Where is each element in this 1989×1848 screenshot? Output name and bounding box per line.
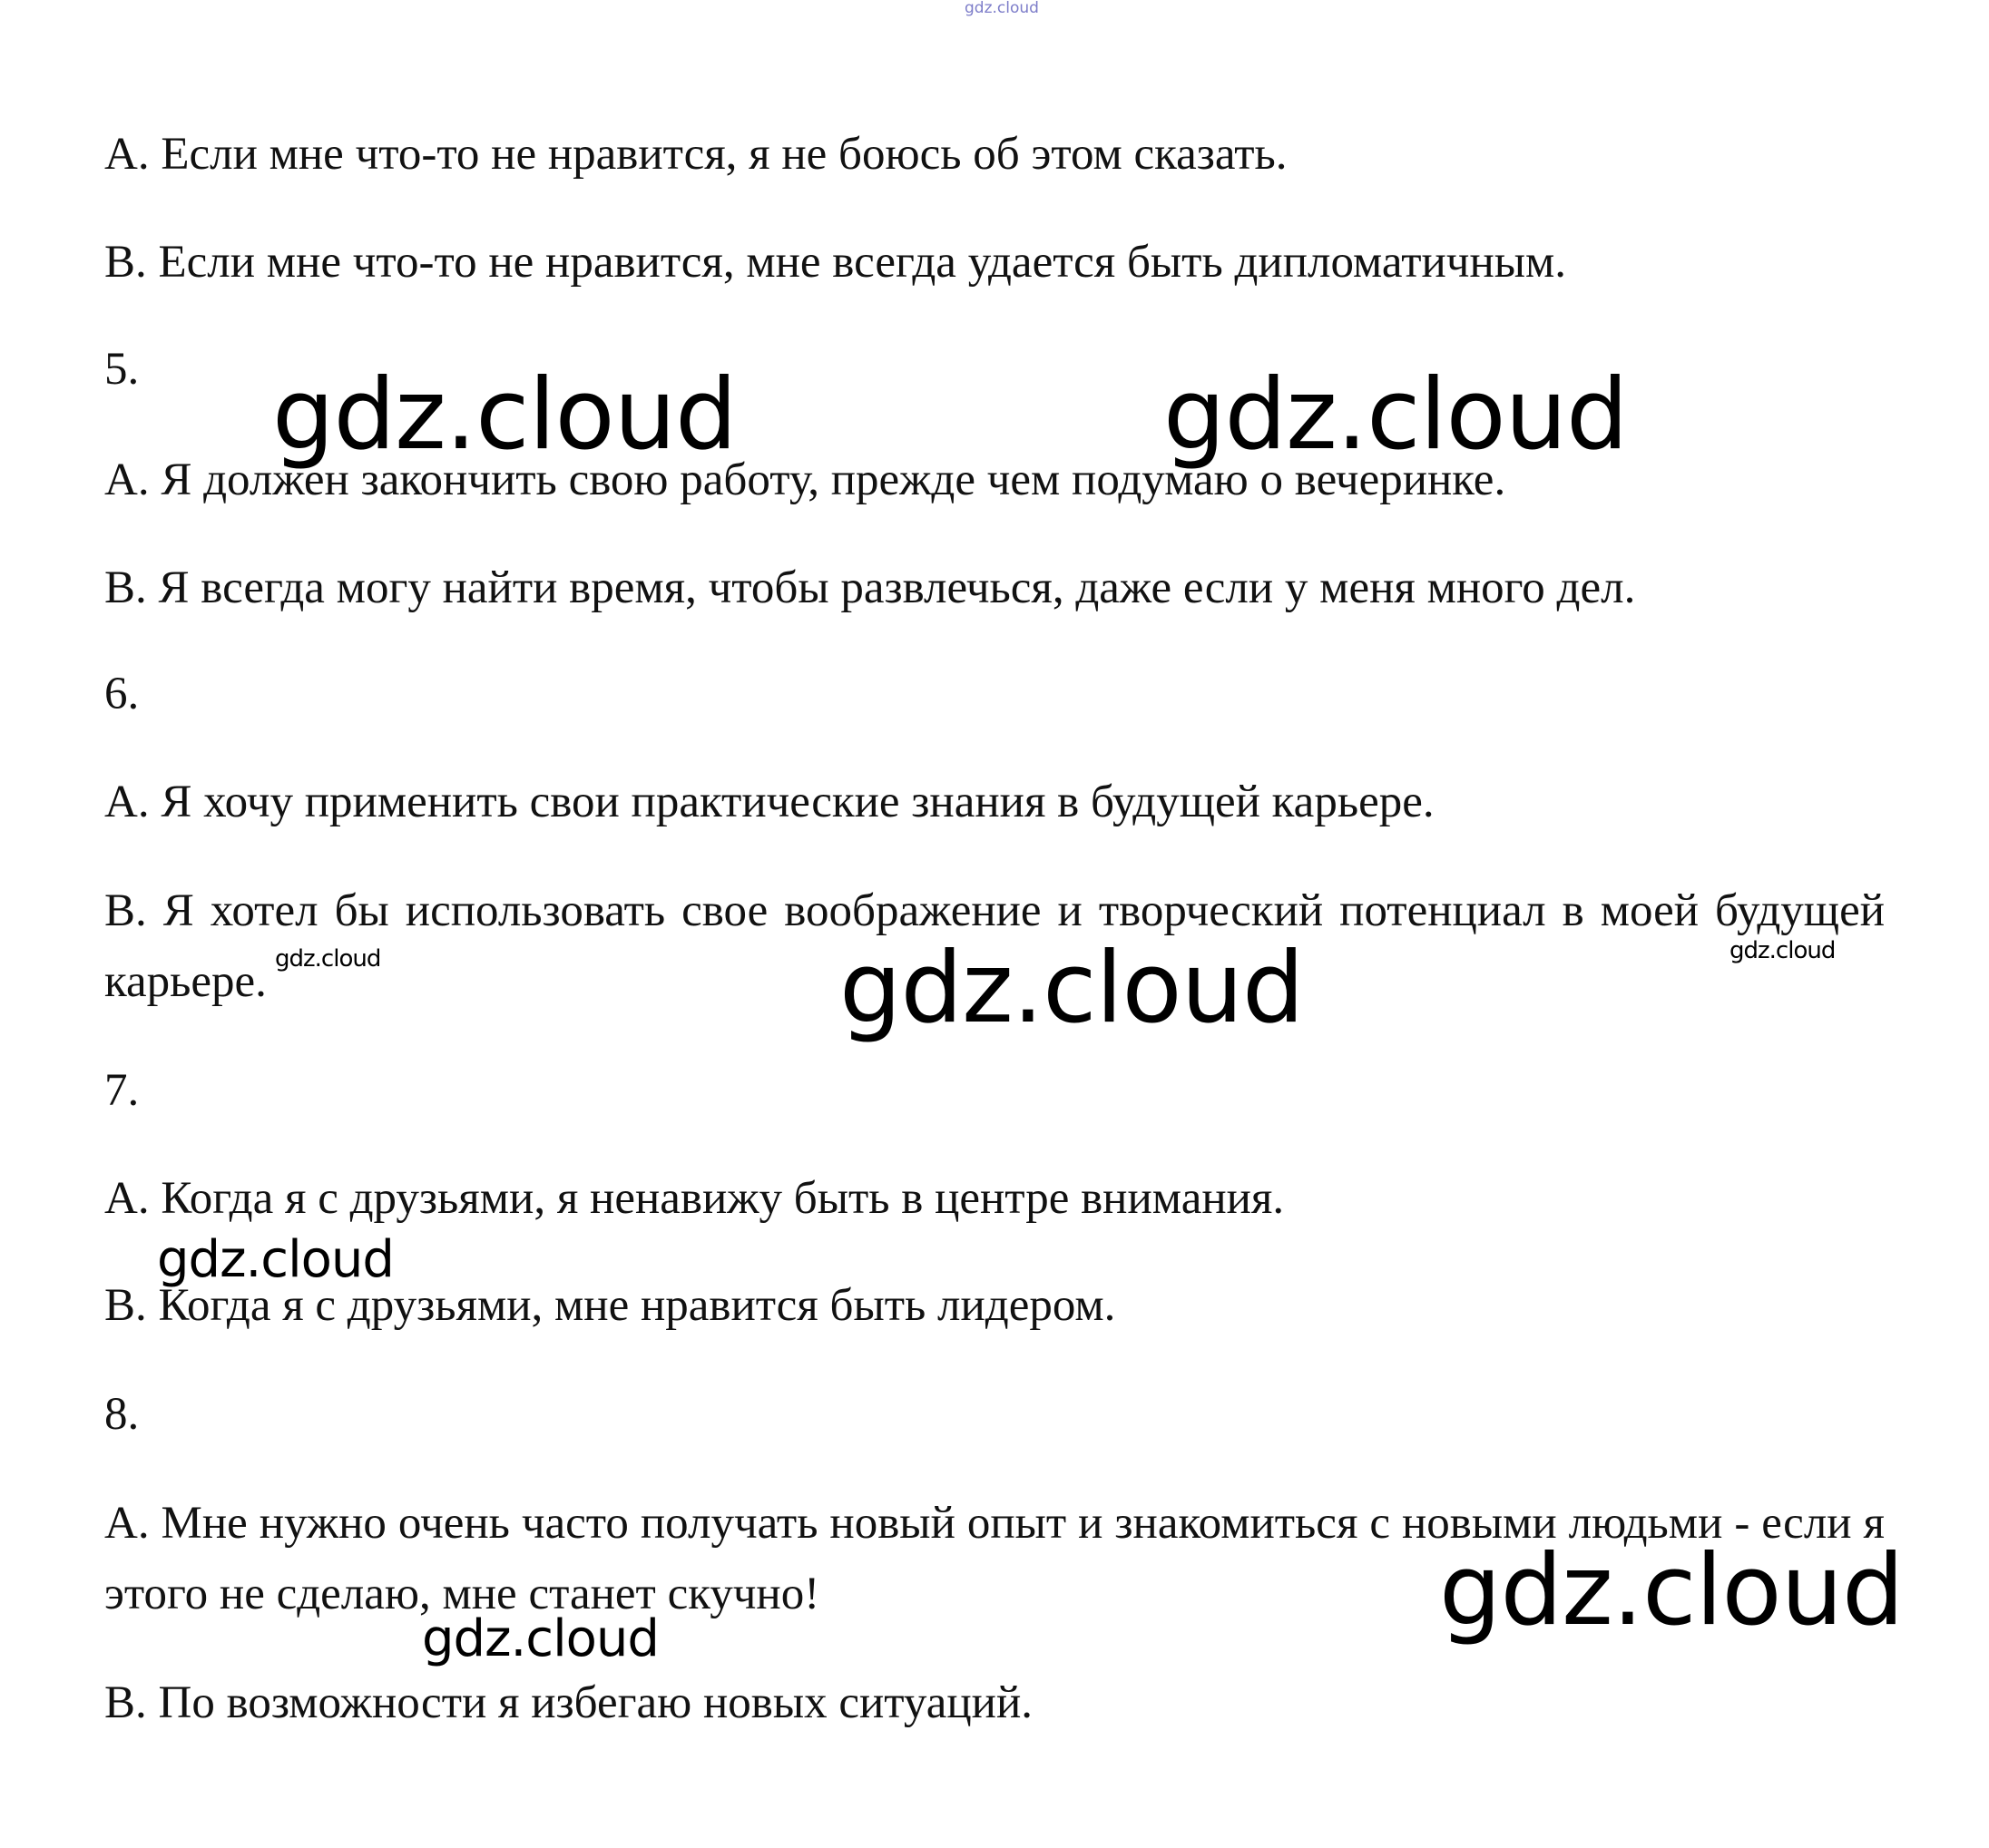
watermark-1: gdz.cloud — [272, 358, 737, 472]
question-number-8: 8. — [104, 1389, 140, 1440]
answer-5-option-b: B. Я всегда могу найти время, чтобы развлечься, даже если у меня много дел. — [104, 562, 1636, 613]
question-number-7: 7. — [104, 1065, 140, 1116]
watermark-4: gdz.cloud — [275, 945, 381, 973]
watermark-3: gdz.cloud — [839, 932, 1304, 1045]
watermark-7: gdz.cloud — [1439, 1534, 1904, 1648]
answer-6-option-b: B. Я хотел бы использовать свое воображение и творческий потенциал в моей будущей карьере. — [104, 885, 1885, 1007]
watermark-8: gdz.cloud — [422, 1609, 659, 1668]
answer-6-option-a: A. Я хочу применить свои практические знания в будущей карьере. — [104, 777, 1435, 827]
answer-5-option-a: A. Я должен закончить свою работу, прежде чем подумаю о вечеринке. — [104, 455, 1506, 505]
watermark-6: gdz.cloud — [157, 1230, 394, 1289]
answer-8-option-b: B. По возможности я избегаю новых ситуаций. — [104, 1677, 1034, 1728]
answer-4-option-a: A. Если мне что-то не нравится, я не боюсь об этом сказать. — [104, 129, 1288, 180]
watermark-top: gdz.cloud — [965, 0, 1039, 17]
question-number-5: 5. — [104, 344, 140, 395]
answer-7-option-b: B. Когда я с друзьями, мне нравится быть лидером. — [104, 1280, 1116, 1331]
watermark-2: gdz.cloud — [1163, 358, 1628, 472]
answer-7-option-a: A. Когда я с друзьями, я ненавижу быть в центре внимания. — [104, 1173, 1285, 1224]
question-number-6: 6. — [104, 669, 140, 719]
answer-4-option-b: B. Если мне что-то не нравится, мне всегда удается быть дипломатичным. — [104, 237, 1567, 288]
watermark-5: gdz.cloud — [1729, 937, 1836, 964]
answer-8-option-a: A. Мне нужно очень часто получать новый опыт и знакомиться с новыми людьми - если я этого не сделаю, мне станет скучно! — [104, 1498, 1885, 1619]
